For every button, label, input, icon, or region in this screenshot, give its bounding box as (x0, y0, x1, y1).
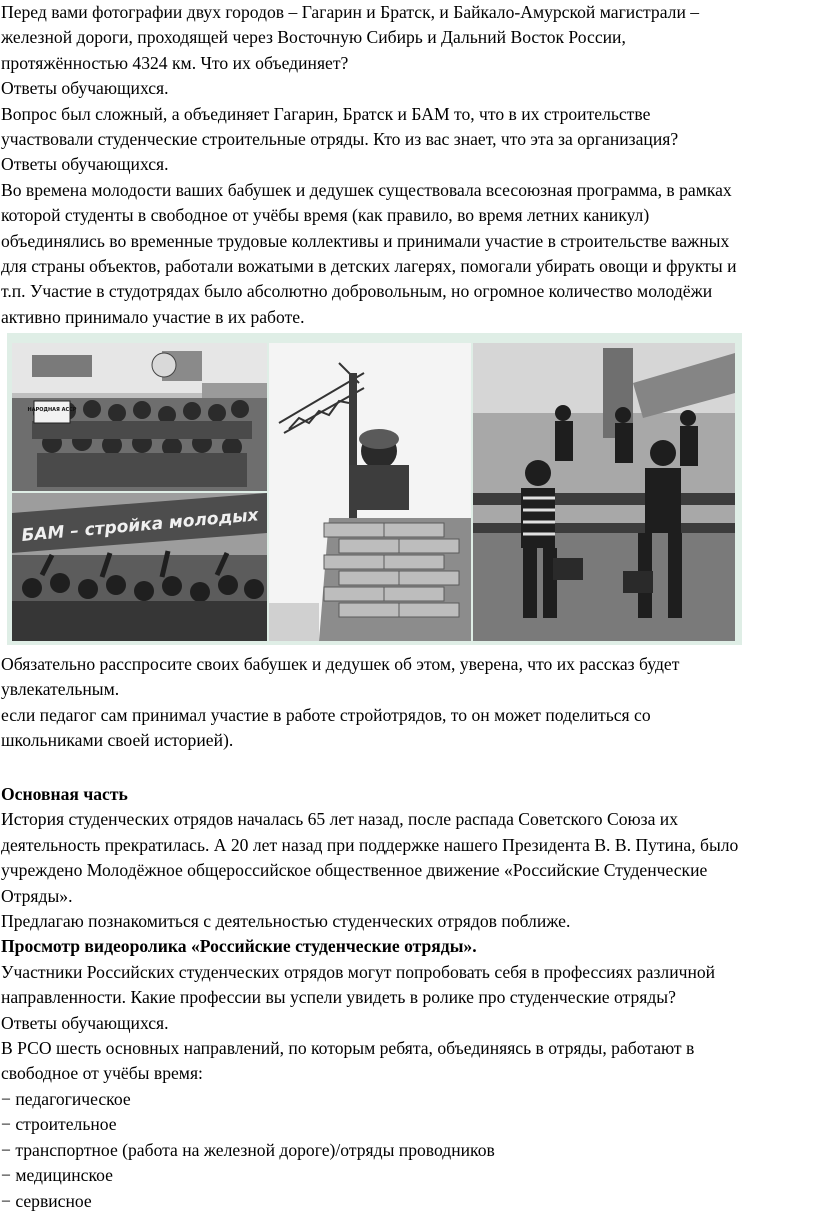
text-line: Ответы обучающихся. (1, 78, 169, 99)
text-line: Перед вами фотографии двух городов – Гагарин и Братск, и Байкало-Амурской магистрали – (1, 2, 700, 22)
students-group-photo (12, 343, 267, 491)
text-line: История студенческих отрядов началась 65 лет назад, после распада Советского Союза их (1, 809, 678, 830)
text-line: активно принимало участие в их работе. (1, 306, 305, 327)
text-line: участвовали студенческие строительные отряды. Кто из вас знает, что эта за организация? (1, 129, 679, 150)
text-line: школьниками своей историей). (1, 730, 234, 751)
text-line: Участники Российских студенческих отрядов могут попробовать себя в профессиях различной (1, 961, 716, 982)
photo-collage (7, 333, 742, 645)
text-line: если педагог сам принимал участие в работе стройотрядов, то он может поделиться со (1, 704, 651, 725)
after-photos-section (1, 652, 813, 754)
railway-workers-photo (473, 343, 735, 641)
banner-text: БАМ – стройка молодых (20, 505, 260, 546)
text-line: объединялись во временные трудовые коллективы и принимали участие в строительстве важных (1, 230, 730, 251)
list-item: − транспортное (работа на железной дороге)/отряды проводников (1, 1139, 495, 1160)
section-heading: Основная часть (1, 784, 128, 804)
text-line: учреждено Молодёжное общероссийское общественное движение «Российские Студенческие (1, 860, 708, 881)
list-item: − медицинское (1, 1165, 113, 1186)
bam-banner-photo (12, 493, 267, 641)
text-line: Отряды». (1, 885, 73, 906)
text-line: увлекательным. (1, 679, 120, 700)
intro-section (1, 0, 813, 330)
text-line: Предлагаю познакомиться с деятельностью студенческих отрядов поближе. (1, 911, 571, 932)
text-line: свободное от учёбы время: (1, 1063, 203, 1084)
list-item: − педагогическое (1, 1088, 131, 1109)
text-line: которой студенты в свободное от учёбы время (как правило, во время летних каникул) (1, 205, 650, 226)
text-line: Ответы обучающихся. (1, 154, 169, 175)
text-line: Вопрос был сложный, а объединяет Гагарин, Братск и БАМ то, что в их строительстве (1, 103, 651, 124)
list-item: − строительное (1, 1114, 117, 1135)
text-line: В РСО шесть основных направлений, по которым ребята, объединяясь в отряды, работают в (1, 1038, 695, 1059)
text-line: железной дороги, проходящей через Восточную Сибирь и Дальний Восток России, (1, 27, 626, 48)
text-line: Ответы обучающихся. (1, 1012, 169, 1033)
bricklayer-photo (269, 343, 471, 641)
video-title: Просмотр видеоролика «Российские студенческие отряды». (1, 936, 477, 957)
text-line: Во времена молодости ваших бабушек и дедушек существовала всесоюзная программа, в рамках (1, 179, 732, 200)
text-line: направленности. Какие профессии вы успели увидеть в ролике про студенческие отряды? (1, 987, 676, 1008)
text-line: протяжённостью 4324 км. Что их объединяет? (1, 52, 349, 73)
text-line: деятельность прекратилась. А 20 лет назад при поддержке нашего Президента В. В. Путина, было (1, 834, 739, 855)
text-line: для страны объектов, работали вожатыми в детских лагерях, помогали убирать овощи и фрукты и (1, 256, 737, 277)
text-line: т.п. Участие в студотрядах было абсолютно добровольным, но огромное количество молодёжи (1, 281, 713, 302)
main-section (1, 782, 813, 1214)
sign-text: НАРОДНАЯ АССР (27, 407, 77, 413)
list-item: − сервисное (1, 1190, 92, 1211)
text-line: Обязательно расспросите своих бабушек и дедушек об этом, уверена, что их рассказ будет (1, 654, 680, 674)
